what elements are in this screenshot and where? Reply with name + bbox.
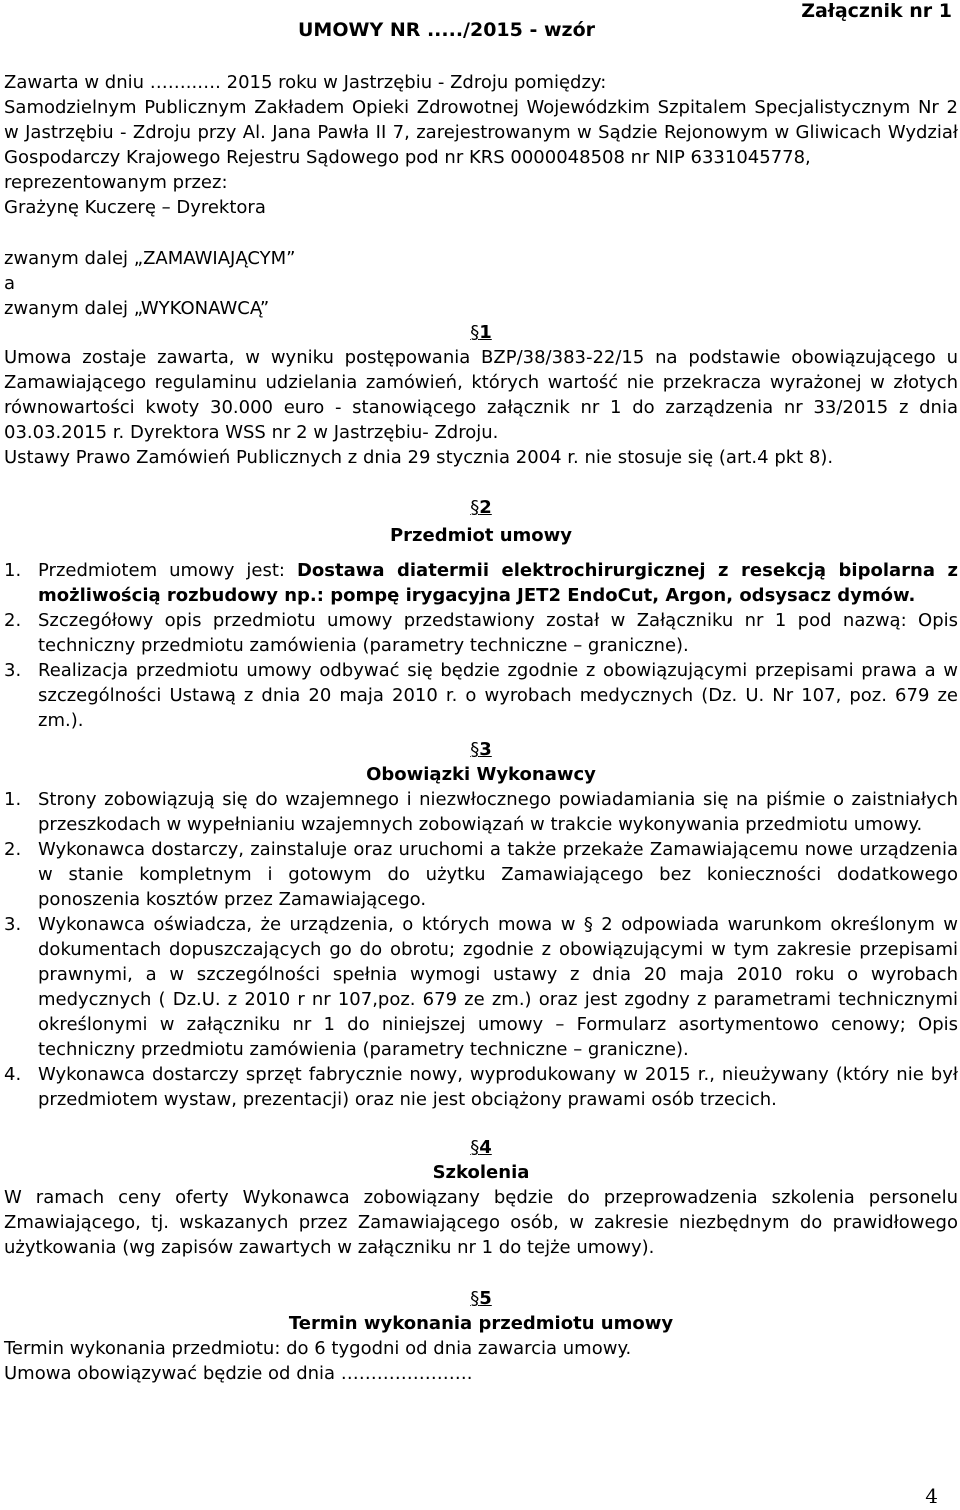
conjunction: a: [4, 273, 16, 294]
list-item: 4. Wykonawca dostarczy sprzęt fabrycznie nowy, wyprodukowany w 2015 r., nieużywany (który nie był przedmiotem wystaw, prezentacji) oraz nie jest obciążony prawami osób trzecich.: [4, 1064, 958, 1110]
section-4-number: §4: [470, 1137, 492, 1158]
contract-title: UMOWY NR ...../2015 - wzór: [298, 19, 596, 41]
section-5-term: Termin wykonania przedmiotu: do 6 tygodni od dnia zawarcia umowy.: [4, 1338, 632, 1359]
section-1-heading: §1: [470, 322, 492, 343]
document-page: [4, 0, 958, 1510]
list-item: 2. Wykonawca dostarczy, zainstaluje oraz uruchomi a także przekaże Zamawiającemu nowe urządzenia w stanie kompletnym i gotowym do użytku Zamawiającego bez konieczności dodatkowego ponoszenia kosztów przez Zamawiającego.: [4, 839, 958, 910]
section-1-text: Umowa zostaje zawarta, w wyniku postępowania BZP/38/383-22/15 na podstawie obowiązującego u Zamawiającego regulaminu udzielania zamówień, których wartość nie przekracza wyrażonej w złotych równowartości kwoty 30.000 euro - stanowiącego załącznik nr 1 do zarządzenia nr 33/2015 z dnia 03.03.2015 r. Dyrektora WSS nr 2 w Jastrzębiu- Zdroju.: [4, 347, 958, 443]
section-4: [4, 1135, 958, 1260]
section-3-title: Obowiązki Wykonawcy: [366, 764, 596, 785]
section-2: [4, 495, 958, 733]
section-1: [4, 320, 958, 470]
page-number: 4: [925, 1484, 938, 1508]
section-5-title: Termin wykonania przedmiotu umowy: [288, 1313, 674, 1334]
contractor-alias: zwanym dalej „WYKONAWCĄ”: [4, 298, 270, 319]
contract-date-line: Zawarta w dniu ……..…. 2015 roku w Jastrzębiu - Zdroju pomiędzy:: [4, 72, 607, 93]
ordering-party-alias: zwanym dalej „ZAMAWIAJĄCYM”: [4, 248, 296, 269]
section-3: [4, 737, 958, 1112]
parties-block: [4, 70, 958, 321]
section-5: [4, 1286, 958, 1386]
section-4-text: W ramach ceny oferty Wykonawca zobowiązany będzie do przeprowadzenia szkolenia personelu Zmawiającego, tj. wskazanych przez Zamawiającego osób, w zakresie niezbędnym do prawidłowego użytkowania (wg zapisów zawartych w załączniku nr 1 do tejże umowy).: [4, 1187, 958, 1258]
section-2-title: Przedmiot umowy: [389, 525, 573, 546]
represented-by: reprezentowanym przez:: [4, 172, 228, 193]
list-item: 1. Przedmiotem umowy jest: Dostawa diatermii elektrochirurgicznej z resekcją bipolarna z możliwością rozbudowy np.: pompę irygacyjna JET2 EndoCut, Argon, odsysacz dymów.: [4, 560, 958, 606]
section-3-list: [4, 787, 958, 1112]
section-1-note: Ustawy Prawo Zamówień Publicznych z dnia 29 stycznia 2004 r. nie stosuje się (art.4 pkt 8).: [4, 447, 834, 468]
ordering-party-description: Samodzielnym Publicznym Zakładem Opieki Zdrowotnej Wojewódzkim Szpitalem Specjalistycznym Nr 2 w Jastrzębiu - Zdroju przy Al. Jana Pawła II 7, zarejestrowanym w Sądzie Rejonowym w Gliwicach Wydział Gospodarczy Krajowego Rejestru Sądowego pod nr KRS 0000048508 nr NIP 6331045778,: [4, 97, 958, 168]
list-item: 3. Wykonawca oświadcza, że urządzenia, o których mowa w § 2 odpowiada warunkom określonym w dokumentach dopuszczających go do obrotu; zgodnie z obowiązującymi w tym zakresie przepisami prawnymi, a w szczególności spełnia wymogi ustawy z dnia 20 maja 2010 roku o wyrobach medycznych ( Dz.U. z 2010 r nr 107,poz. 679 ze zm.) oraz jest zgodny z parametrami technicznymi określonymi w załączniku nr 1 do niniejszej umowy – Formularz asortymentowo cenowy; Opis techniczny przedmiotu zamówienia (parametry techniczne – graniczne).: [4, 914, 958, 1060]
section-3-number: §3: [470, 739, 492, 760]
section-2-number: §2: [470, 497, 492, 518]
list-item: 2. Szczegółowy opis przedmiotu umowy przedstawiony został w Załączniku nr 1 pod nazwą: Opis techniczny przedmiotu zamówienia (parametry techniczne – graniczne).: [4, 610, 958, 656]
annex-label: Załącznik nr 1: [801, 0, 952, 22]
section-4-title: Szkolenia: [432, 1162, 530, 1183]
list-item: 3. Realizacja przedmiotu umowy odbywać się będzie zgodnie z obowiązującymi przepisami prawa a w szczególności Ustawą z dnia 20 maja 2010 r. o wyrobach medycznych (Dz. U. Nr 107, poz. 679 ze zm.).: [4, 660, 958, 731]
section-2-list: [4, 558, 958, 733]
section-5-number: §5: [470, 1288, 492, 1309]
representative-name: Grażynę Kuczerę – Dyrektora: [4, 197, 266, 218]
section-5-validity: Umowa obowiązywać będzie od dnia ………………….: [4, 1363, 473, 1384]
list-item: 1. Strony zobowiązują się do wzajemnego i niezwłocznego powiadamiania się na piśmie o zaistniałych przeszkodach w wypełnianiu wzajemnych zobowiązań w trakcie wykonywania przedmiotu umowy.: [4, 789, 958, 835]
